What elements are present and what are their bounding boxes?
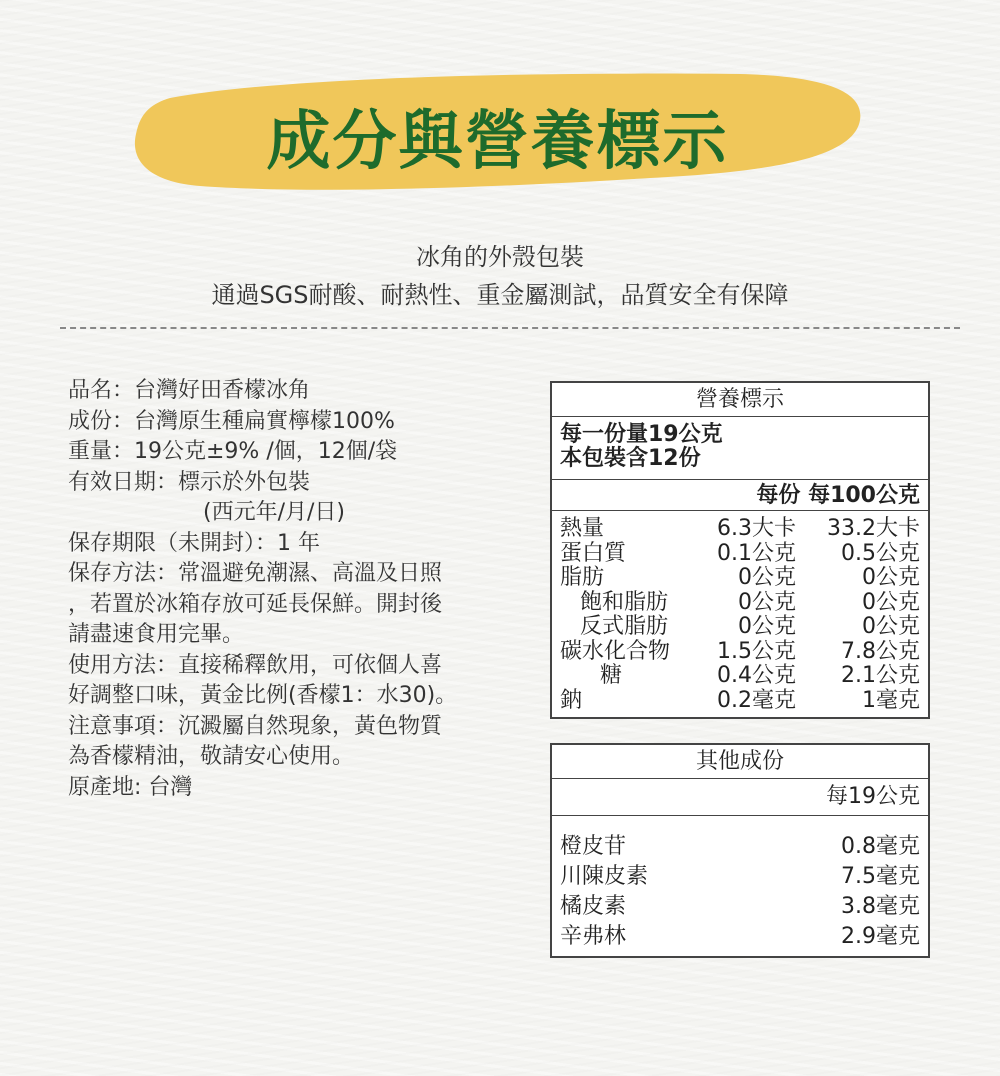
value-per-100g: 7.8公克 — [841, 638, 920, 664]
product-info — [68, 376, 538, 803]
ingredient-name: 橙皮苷 — [560, 834, 627, 859]
ingredient-value: 0.8毫克 — [841, 834, 920, 859]
nutrition-row — [552, 664, 928, 689]
ingredient-value: 3.8毫克 — [841, 894, 920, 919]
intro-line-2: 通過SGS耐酸、耐熱性、重金屬測試，品質安全有保障 — [211, 281, 789, 309]
value-per-serving: 0.4公克 — [717, 663, 796, 688]
value-per-serving: 6.3大卡 — [717, 516, 796, 541]
nutrition-heading: 營養標示 — [552, 383, 928, 417]
intro-line-1: 冰角的外殼包裝 — [416, 243, 584, 271]
value-per-100g: 0公克 — [862, 589, 920, 615]
info-line: 保存方法：常溫避免潮濕、高溫及日照 — [68, 561, 443, 586]
info-line: 好調整口味，黃金比例(香檬1：水30)。 — [68, 683, 458, 708]
ingredient-name: 辛弗林 — [560, 924, 627, 949]
nutrient-name: 糖 — [600, 663, 623, 688]
page-title: 成分與營養標示 — [266, 105, 729, 179]
servings-per-package: 本包裝含12份 — [560, 446, 701, 471]
info-line: 請盡速食用完畢。 — [68, 622, 245, 647]
info-line: 為香檬精油，敬請安心使用。 — [68, 744, 355, 769]
info-line: 原產地: 台灣 — [68, 774, 193, 800]
nutrient-name: 反式脂肪 — [580, 614, 669, 639]
info-line: 成份：台灣原生種扁實檸檬100% — [68, 408, 395, 434]
value-per-100g: 2.1公克 — [841, 663, 920, 688]
other-row — [552, 922, 928, 952]
other-row — [552, 862, 928, 892]
title-banner — [130, 68, 865, 198]
nutrition-row — [552, 615, 928, 640]
value-per-serving: 1.5公克 — [717, 638, 796, 664]
nutrition-row — [552, 591, 928, 616]
other-row — [552, 892, 928, 922]
nutrient-name: 熱量 — [560, 516, 605, 541]
info-line: 重量：19公克±9% /個，12個/袋 — [68, 439, 398, 464]
serving-size: 每一份量19公克 — [560, 422, 723, 447]
other-ingredients-table — [550, 743, 930, 958]
nutrition-column-header — [552, 480, 928, 511]
value-per-100g: 0公克 — [862, 614, 920, 639]
other-column-header: 每19公克 — [552, 779, 928, 816]
value-per-100g: 1毫克 — [862, 687, 920, 713]
ingredient-name: 川陳皮素 — [560, 864, 649, 889]
value-per-100g: 0公克 — [862, 565, 920, 590]
col-per-serving: 每份 — [756, 483, 801, 508]
nutrition-row — [552, 542, 928, 567]
nutrient-name: 脂肪 — [560, 565, 605, 590]
col-per-100g: 每100公克 — [808, 483, 920, 508]
intro-text — [0, 238, 1000, 314]
nutrient-name: 鈉 — [560, 687, 583, 713]
ingredient-value: 7.5毫克 — [841, 864, 920, 889]
info-line: 使用方法：直接稀釋飲用，可依個人喜 — [68, 652, 443, 678]
info-line: 保存期限（未開封）：1 年 — [68, 530, 320, 556]
nutrition-row — [552, 689, 928, 714]
serving-info — [552, 417, 928, 480]
value-per-serving: 0.1公克 — [717, 540, 796, 566]
nutrient-name: 碳水化合物 — [560, 638, 671, 664]
value-per-serving: 0公克 — [738, 565, 796, 590]
ingredient-name: 橘皮素 — [560, 894, 627, 919]
other-rows — [552, 832, 928, 956]
value-per-serving: 0公克 — [738, 589, 796, 615]
info-line: 注意事項：沉澱屬自然現象，黃色物質 — [68, 713, 443, 739]
other-row — [552, 832, 928, 862]
value-per-100g: 33.2大卡 — [827, 516, 920, 541]
value-per-serving: 0公克 — [738, 614, 796, 639]
other-heading: 其他成份 — [552, 745, 928, 779]
nutrition-rows — [552, 511, 928, 717]
nutrition-row — [552, 566, 928, 591]
nutrition-table — [550, 381, 930, 719]
nutrient-name: 蛋白質 — [560, 540, 627, 566]
nutrition-row — [552, 517, 928, 542]
dashed-divider — [60, 327, 960, 329]
value-per-serving: 0.2毫克 — [717, 687, 796, 713]
value-per-100g: 0.5公克 — [841, 540, 920, 566]
nutrient-name: 飽和脂肪 — [580, 589, 669, 615]
ingredient-value: 2.9毫克 — [841, 924, 920, 949]
nutrition-row — [552, 640, 928, 665]
info-line: ，若置於冰箱存放可延長保鮮。開封後 — [68, 591, 443, 617]
info-line: 有效日期：標示於外包裝 — [68, 469, 311, 495]
info-line: 品名：台灣好田香檬冰角 — [68, 378, 311, 403]
info-line: (西元年/月/日) — [203, 500, 345, 525]
